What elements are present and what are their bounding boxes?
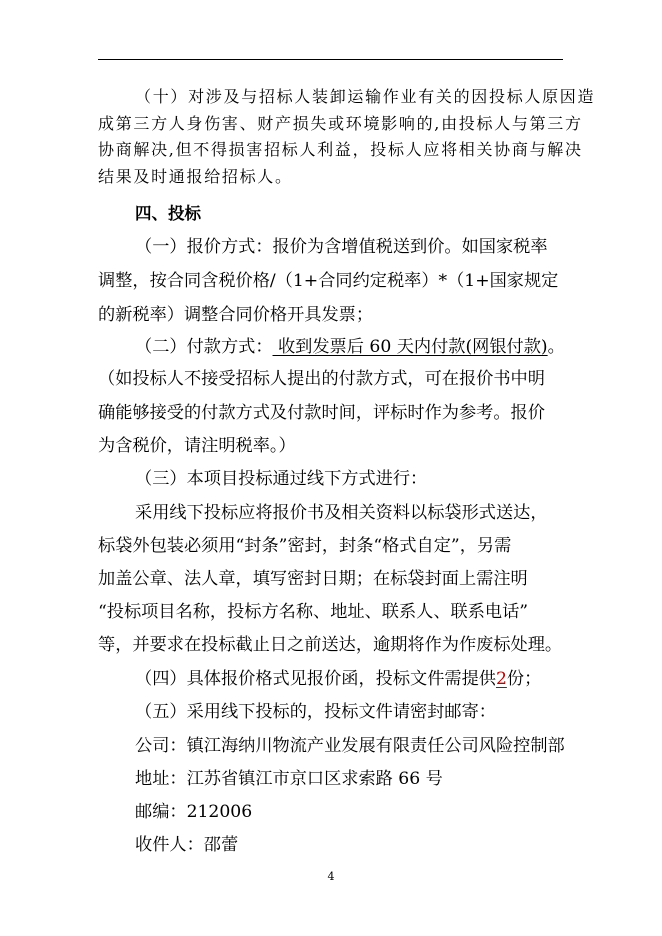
item-1-line-1: （一）报价方式：报价为含增值税送到价。如国家税率 — [135, 237, 548, 257]
page-number: 4 — [327, 870, 335, 883]
item-2-line-2: （如投标人不接受招标人提出的付款方式，可在报价书中明 — [98, 369, 545, 389]
item-3-line-1: （三）本项目投标通过线下方式进行： — [135, 469, 428, 489]
item-2-line-1 — [135, 332, 565, 357]
item-3-line-2: 采用线下投标应将报价书及相关资料以标袋形式送达， — [135, 503, 548, 523]
recipient-line: 收件人：邵蕾 — [135, 835, 239, 855]
item-3-line-5: “投标项目名称，投标方名称、地址、联系人、联系电话” — [98, 602, 529, 622]
item-3-line-6: 等，并要求在投标截止日之前送达，逾期将作为作废标处理。 — [98, 635, 563, 655]
item-2-line-3: 确能够接受的付款方式及付款时间，评标时作为参考。报价 — [98, 403, 545, 423]
item-2-line-4: 为含税价，请注明税率。） — [98, 436, 296, 456]
section-10-line-1: （十）对涉及与招标人装卸运输作业有关的因投标人原因造 — [135, 87, 596, 106]
postcode-line: 邮编：212006 — [135, 802, 253, 822]
section-10-line-4: 结果及时通报给招标人。 — [98, 167, 293, 186]
payment-terms: 收到发票后 60 天内付款(网银付款) — [272, 337, 548, 357]
payment-label: （二）付款方式： — [135, 337, 273, 357]
section-heading: 四、投标 — [135, 204, 201, 223]
address-line: 地址：江苏省镇江市京口区求索路 66 号 — [135, 769, 443, 789]
item-1-line-2: 调整，按合同含税价格/（1+合同约定税率）*（1+国家规定 — [98, 271, 559, 291]
company-line: 公司：镇江海纳川物流产业发展有限责任公司风险控制部 — [135, 736, 565, 756]
copies-count: 2 — [495, 669, 507, 689]
payment-end: 。 — [547, 337, 565, 357]
copies-suffix: 份； — [506, 669, 542, 689]
item-1-line-3: 的新税率）调整合同价格开具发票； — [98, 305, 374, 325]
item-3-line-4: 加盖公章、法人章，填写密封日期；在标袋封面上需注明 — [98, 569, 528, 589]
section-10-line-2: 成第三方人身伤害、财产损失或环境影响的,由投标人与第三方 — [98, 114, 583, 133]
copies-label: （四）具体报价格式见报价函，投标文件需提供 — [135, 669, 496, 689]
header-rule — [98, 59, 563, 60]
item-4-line — [135, 664, 541, 689]
section-10-line-3: 协商解决,但不得损害招标人利益，投标人应将相关协商与解决 — [98, 140, 583, 159]
item-3-line-3: 标袋外包装必须用“封条”密封，封条“格式自定”，另需 — [98, 536, 512, 556]
item-5-line-1: （五）采用线下投标的，投标文件请密封邮寄： — [135, 702, 496, 722]
